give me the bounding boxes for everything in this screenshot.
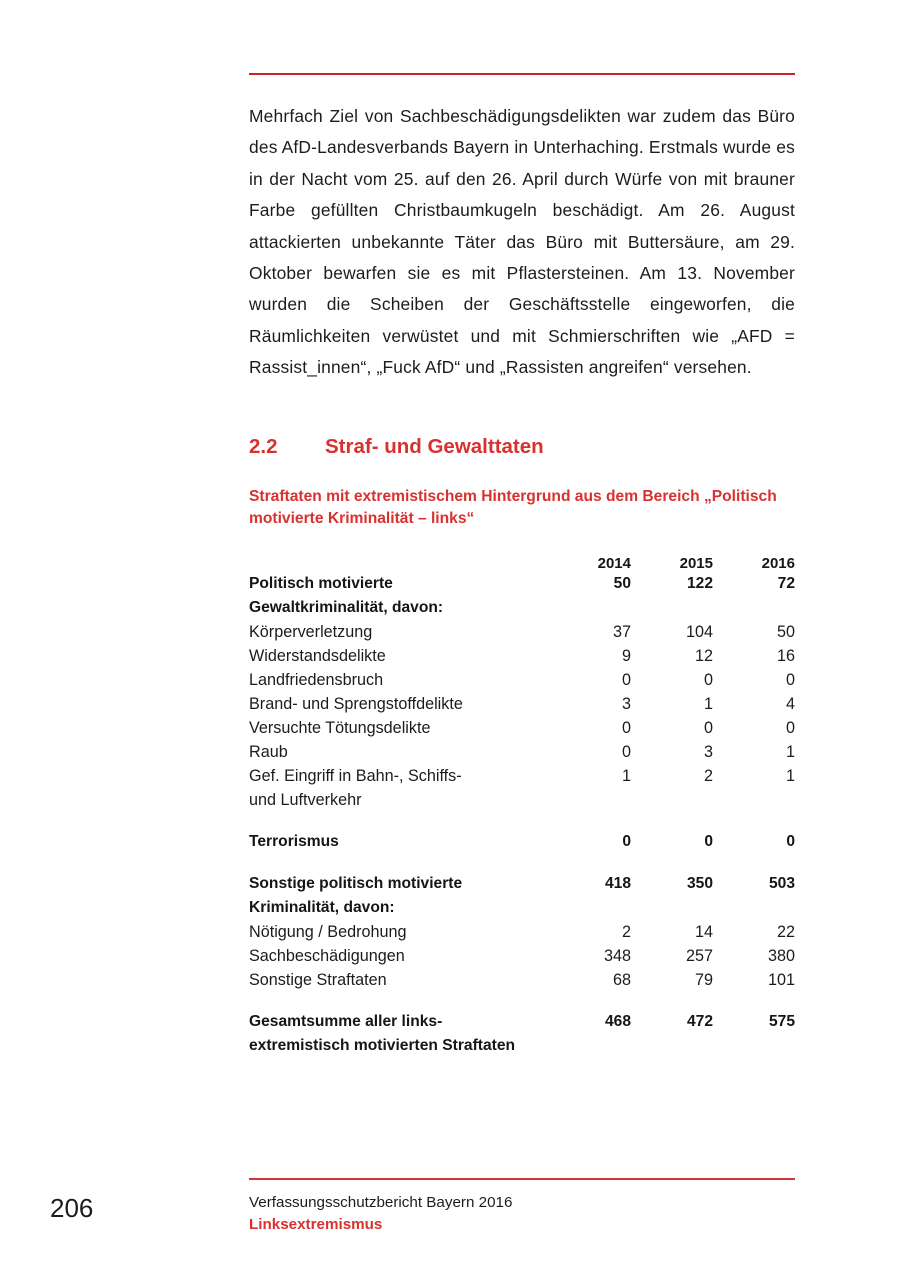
table-row [249, 668, 795, 692]
row-label: Sachbeschädigungen [249, 946, 405, 965]
section-title: Straf- und Gewalttaten [325, 434, 544, 458]
row-label-line2: Kriminalität, davon: [249, 898, 395, 916]
row-value-2015: 79 [694, 970, 713, 989]
row-label-line1: Sonstige politisch motivierte [249, 874, 463, 892]
row-value-2014: 0 [621, 670, 631, 689]
row-label-line1: Politisch motivierte [249, 574, 393, 592]
row-label: Raub [249, 742, 288, 761]
header-year-2015: 2015 [679, 554, 713, 572]
row-label [249, 1010, 549, 1058]
table-head [249, 555, 795, 572]
row-label-line2: extremistisch motivierten Straftaten [249, 1036, 516, 1054]
table-row [249, 920, 795, 944]
row-label-line2: Gewaltkriminalität, davon: [249, 598, 444, 616]
row-value-2015: 0 [703, 670, 713, 689]
row-value-2014: 0 [622, 832, 631, 850]
row-value-2015: 257 [685, 946, 713, 965]
row-label: Widerstandsdelikte [249, 646, 386, 665]
row-value-2016: 22 [776, 922, 795, 941]
body-paragraph: Mehrfach Ziel von Sachbeschädigungsdelikten war zudem das Büro des AfD-Landesverbands Bayern in Unterhaching. Erstmals wurde es in der Nacht vom 25. auf den 26. April durch Würfe von mit brauner Farbe gefüllten Christbaumkugeln beschädigt. Am 26. August attackierten unbekannte Täter das Büro mit Buttersäure, am 29. Oktober bewarfen sie es mit Pflastersteinen. Am 13. November wurden die Scheiben der Geschäftsstelle eingeworfen, die Räumlichkeiten verwüstet und mit Schmierschriften wie „AFD = Rassist_innen“, „Fuck AfD“ und „Rassisten angreifen“ versehen. [249, 106, 795, 378]
section-number: 2.2 [249, 434, 278, 458]
row-label: Terrorismus [249, 832, 339, 850]
row-label: Körperverletzung [249, 622, 373, 641]
header-year-2014: 2014 [597, 554, 631, 572]
row-value-2015: 3 [703, 742, 713, 761]
table-row [249, 716, 795, 740]
row-value-2015: 1 [703, 694, 713, 713]
row-label [249, 872, 549, 920]
row-value-2014: 0 [621, 742, 631, 761]
footer-rule [249, 1178, 795, 1180]
table-row [249, 620, 795, 644]
table-row [249, 764, 795, 812]
table-row [249, 740, 795, 764]
table-body [249, 572, 795, 1058]
table-row [249, 968, 795, 992]
row-value-2015: 2 [703, 766, 713, 785]
row-value-2016: 380 [767, 946, 795, 965]
table-header-row [249, 555, 795, 572]
row-value-2016: 503 [768, 874, 795, 892]
header-year-2016: 2016 [761, 554, 795, 572]
row-value-2014: 468 [604, 1012, 631, 1030]
row-label: Landfriedensbruch [249, 670, 384, 689]
row-label-line2: und Luftverkehr [249, 790, 362, 809]
row-value-2016: 4 [785, 694, 795, 713]
row-label: Nötigung / Bedrohung [249, 922, 407, 941]
row-value-2016: 1 [785, 766, 795, 785]
row-value-2015: 104 [685, 622, 713, 641]
row-value-2016: 50 [776, 622, 795, 641]
row-value-2015: 472 [686, 1012, 713, 1030]
table-row [249, 572, 795, 620]
row-value-2014: 9 [621, 646, 631, 665]
row-value-2016: 1 [785, 742, 795, 761]
row-value-2016: 575 [768, 1012, 795, 1030]
row-label-line1: Gef. Eingriff in Bahn-, Schiffs- [249, 766, 462, 785]
row-value-2015: 12 [694, 646, 713, 665]
row-value-2016: 72 [777, 574, 795, 592]
row-value-2015: 0 [703, 718, 713, 737]
row-value-2014: 3 [621, 694, 631, 713]
content-column [249, 0, 795, 1058]
row-value-2014: 2 [621, 922, 631, 941]
row-label-line1: Gesamtsumme aller links- [249, 1012, 443, 1030]
page-number: 206 [50, 1193, 94, 1223]
row-value-2016: 0 [785, 670, 795, 689]
table-subtitle: Straftaten mit extremistischem Hintergrund aus dem Bereich „Politisch motivierte Kriminalität – links“ [249, 487, 777, 528]
top-rule [249, 73, 795, 75]
row-value-2014: 37 [612, 622, 631, 641]
row-value-2016: 101 [767, 970, 795, 989]
row-value-2014: 348 [603, 946, 631, 965]
row-value-2015: 350 [686, 874, 713, 892]
row-value-2016: 16 [776, 646, 795, 665]
row-label: Brand- und Sprengstoffdelikte [249, 694, 463, 713]
row-label [249, 764, 549, 812]
header-label-cell [249, 555, 549, 572]
table-row [249, 944, 795, 968]
section-gap [249, 992, 795, 1010]
row-value-2014: 68 [612, 970, 631, 989]
table-row [249, 692, 795, 716]
table-total-row [249, 1010, 795, 1058]
row-value-2015: 0 [704, 832, 713, 850]
footer-chapter-title: Linksextremismus [249, 1216, 383, 1233]
section-gap [249, 812, 795, 830]
row-value-2014: 0 [621, 718, 631, 737]
row-value-2015: 122 [686, 574, 713, 592]
section-gap [249, 854, 795, 872]
row-value-2014: 418 [604, 874, 631, 892]
row-label: Sonstige Straftaten [249, 970, 387, 989]
footer-report-title: Verfassungsschutzbericht Bayern 2016 [249, 1194, 513, 1211]
table-row [249, 830, 795, 854]
footer [249, 1192, 795, 1236]
row-value-2015: 14 [694, 922, 713, 941]
row-value-2016: 0 [785, 718, 795, 737]
table-row [249, 644, 795, 668]
statistics-table [249, 555, 795, 1058]
section-heading [249, 434, 795, 460]
row-value-2016: 0 [786, 832, 795, 850]
row-label: Versuchte Tötungsdelikte [249, 718, 431, 737]
table-row [249, 872, 795, 920]
row-value-2014: 50 [613, 574, 631, 592]
row-label [249, 572, 549, 620]
row-value-2014: 1 [621, 766, 631, 785]
